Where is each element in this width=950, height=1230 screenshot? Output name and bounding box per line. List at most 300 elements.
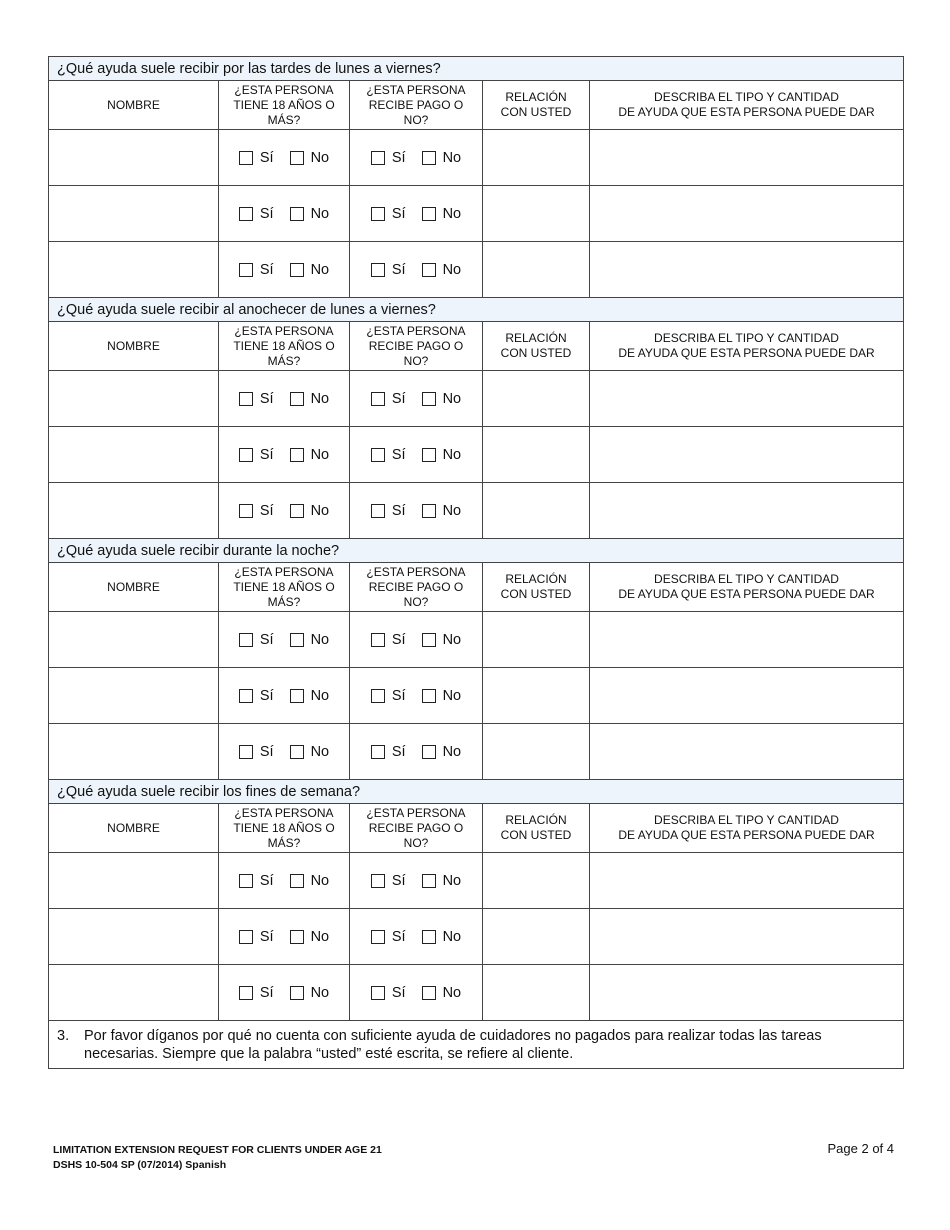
age-cell bbox=[219, 483, 350, 539]
age-yes-checkbox[interactable] bbox=[239, 448, 253, 462]
describe-field[interactable] bbox=[590, 483, 904, 539]
age-no-label: No bbox=[310, 872, 330, 889]
describe-field[interactable] bbox=[590, 724, 904, 780]
header-describe-line: DE AYUDA QUE ESTA PERSONA PUEDE DAR bbox=[618, 828, 875, 842]
age-no-label: No bbox=[310, 984, 330, 1001]
paid-yes-label: Sí bbox=[391, 446, 406, 463]
relation-field[interactable] bbox=[483, 965, 590, 1021]
paid-no-label: No bbox=[442, 984, 462, 1001]
section-question-text: ¿Qué ayuda suele recibir los fines de semana? bbox=[57, 783, 361, 800]
age-yes-option[interactable] bbox=[239, 688, 274, 704]
paid-no-checkbox[interactable] bbox=[422, 745, 436, 759]
age-cell bbox=[219, 668, 350, 724]
paid-yes-option[interactable] bbox=[371, 150, 406, 166]
header-name-label: NOMBRE bbox=[107, 338, 160, 353]
header-paid-line: NO? bbox=[403, 594, 429, 609]
age-choice bbox=[219, 632, 349, 648]
age-no-checkbox[interactable] bbox=[290, 986, 304, 1000]
header-describe bbox=[590, 563, 904, 612]
age-no-label: No bbox=[310, 390, 330, 407]
age-no-checkbox[interactable] bbox=[290, 392, 304, 406]
age-choice bbox=[219, 985, 349, 1001]
paid-yes-checkbox[interactable] bbox=[371, 689, 385, 703]
section-question-row bbox=[49, 298, 904, 322]
header-name bbox=[49, 81, 219, 130]
paid-yes-option[interactable] bbox=[371, 632, 406, 648]
age-no-checkbox[interactable] bbox=[290, 633, 304, 647]
paid-cell bbox=[350, 186, 483, 242]
name-field[interactable] bbox=[49, 483, 219, 539]
paid-yes-checkbox[interactable] bbox=[371, 151, 385, 165]
age-yes-checkbox[interactable] bbox=[239, 986, 253, 1000]
section-question-text: ¿Qué ayuda suele recibir por las tardes de lunes a viernes? bbox=[57, 60, 441, 77]
header-relation-line: RELACIÓN bbox=[505, 90, 567, 104]
question-number: 3. bbox=[57, 1028, 70, 1044]
age-yes-label: Sí bbox=[259, 390, 274, 407]
table-row bbox=[49, 371, 904, 427]
name-field[interactable] bbox=[49, 909, 219, 965]
paid-no-label: No bbox=[442, 743, 462, 760]
age-no-option[interactable] bbox=[290, 150, 330, 166]
paid-yes-checkbox[interactable] bbox=[371, 930, 385, 944]
age-cell bbox=[219, 909, 350, 965]
relation-field[interactable] bbox=[483, 186, 590, 242]
age-yes-option[interactable] bbox=[239, 262, 274, 278]
age-no-label: No bbox=[310, 446, 330, 463]
paid-no-checkbox[interactable] bbox=[422, 504, 436, 518]
paid-yes-label: Sí bbox=[391, 631, 406, 648]
header-age-line: TIENE 18 AÑOS O bbox=[233, 338, 335, 353]
paid-no-checkbox[interactable] bbox=[422, 986, 436, 1000]
header-describe-line: DE AYUDA QUE ESTA PERSONA PUEDE DAR bbox=[618, 346, 875, 360]
describe-field[interactable] bbox=[590, 612, 904, 668]
header-paid-line: ¿ESTA PERSONA bbox=[366, 564, 466, 579]
age-choice bbox=[219, 150, 349, 166]
paid-choice bbox=[350, 744, 482, 760]
paid-no-option[interactable] bbox=[422, 447, 462, 463]
relation-field[interactable] bbox=[483, 130, 590, 186]
age-no-checkbox[interactable] bbox=[290, 745, 304, 759]
paid-choice bbox=[350, 985, 482, 1001]
name-field[interactable] bbox=[49, 427, 219, 483]
paid-cell bbox=[350, 724, 483, 780]
paid-cell bbox=[350, 668, 483, 724]
age-choice bbox=[219, 873, 349, 889]
question-text: Por favor díganos por qué no cuenta con suficiente ayuda de cuidadores no pagados para realizar todas las tareas necesarias. Siempre que la palabra “usted” esté escrita, se refiere al cliente. bbox=[84, 1028, 822, 1062]
age-cell bbox=[219, 242, 350, 298]
paid-no-option[interactable] bbox=[422, 873, 462, 889]
paid-no-checkbox[interactable] bbox=[422, 930, 436, 944]
age-yes-checkbox[interactable] bbox=[239, 745, 253, 759]
paid-choice bbox=[350, 447, 482, 463]
paid-yes-option[interactable] bbox=[371, 985, 406, 1001]
describe-field[interactable] bbox=[590, 371, 904, 427]
header-name-label: NOMBRE bbox=[107, 579, 160, 594]
paid-yes-option[interactable] bbox=[371, 391, 406, 407]
header-paid-line: ¿ESTA PERSONA bbox=[366, 82, 466, 97]
paid-no-label: No bbox=[442, 631, 462, 648]
paid-choice bbox=[350, 929, 482, 945]
caregiver-table bbox=[48, 56, 904, 1069]
describe-field[interactable] bbox=[590, 130, 904, 186]
table-row bbox=[49, 612, 904, 668]
describe-field[interactable] bbox=[590, 242, 904, 298]
header-name bbox=[49, 322, 219, 371]
relation-field[interactable] bbox=[483, 668, 590, 724]
header-paid-line: RECIBE PAGO O bbox=[368, 97, 464, 112]
name-field[interactable] bbox=[49, 965, 219, 1021]
paid-yes-label: Sí bbox=[391, 502, 406, 519]
age-no-label: No bbox=[310, 261, 330, 278]
age-no-option[interactable] bbox=[290, 503, 330, 519]
age-yes-checkbox[interactable] bbox=[239, 874, 253, 888]
paid-yes-option[interactable] bbox=[371, 873, 406, 889]
age-cell bbox=[219, 612, 350, 668]
header-paid-line: RECIBE PAGO O bbox=[368, 579, 464, 594]
age-yes-option[interactable] bbox=[239, 391, 274, 407]
header-paid-line: NO? bbox=[403, 835, 429, 850]
name-field[interactable] bbox=[49, 371, 219, 427]
paid-choice bbox=[350, 632, 482, 648]
paid-no-option[interactable] bbox=[422, 632, 462, 648]
paid-yes-option[interactable] bbox=[371, 929, 406, 945]
paid-no-option[interactable] bbox=[422, 206, 462, 222]
age-choice bbox=[219, 391, 349, 407]
age-yes-checkbox[interactable] bbox=[239, 689, 253, 703]
age-yes-checkbox[interactable] bbox=[239, 151, 253, 165]
age-no-checkbox[interactable] bbox=[290, 448, 304, 462]
header-relation-line: CON USTED bbox=[500, 587, 572, 601]
paid-yes-option[interactable] bbox=[371, 262, 406, 278]
age-yes-label: Sí bbox=[259, 743, 274, 760]
header-age bbox=[219, 563, 350, 612]
age-no-option[interactable] bbox=[290, 929, 330, 945]
relation-field[interactable] bbox=[483, 371, 590, 427]
age-yes-checkbox[interactable] bbox=[239, 930, 253, 944]
age-no-option[interactable] bbox=[290, 447, 330, 463]
age-no-checkbox[interactable] bbox=[290, 207, 304, 221]
header-paid-line: ¿ESTA PERSONA bbox=[366, 805, 466, 820]
header-name bbox=[49, 563, 219, 612]
header-relation-line: CON USTED bbox=[500, 346, 572, 360]
name-field[interactable] bbox=[49, 186, 219, 242]
age-no-checkbox[interactable] bbox=[290, 930, 304, 944]
section-question-text: ¿Qué ayuda suele recibir al anochecer de lunes a viernes? bbox=[57, 301, 436, 318]
name-field[interactable] bbox=[49, 612, 219, 668]
paid-yes-option[interactable] bbox=[371, 206, 406, 222]
age-no-option[interactable] bbox=[290, 206, 330, 222]
header-paid-line: ¿ESTA PERSONA bbox=[366, 323, 466, 338]
age-no-label: No bbox=[310, 205, 330, 222]
relation-field[interactable] bbox=[483, 853, 590, 909]
age-choice bbox=[219, 688, 349, 704]
age-cell bbox=[219, 965, 350, 1021]
paid-yes-label: Sí bbox=[391, 928, 406, 945]
paid-no-checkbox[interactable] bbox=[422, 392, 436, 406]
section-question bbox=[49, 298, 904, 322]
header-describe bbox=[590, 804, 904, 853]
paid-yes-checkbox[interactable] bbox=[371, 263, 385, 277]
header-paid-line: NO? bbox=[403, 112, 429, 127]
name-field[interactable] bbox=[49, 853, 219, 909]
header-describe bbox=[590, 81, 904, 130]
paid-no-label: No bbox=[442, 928, 462, 945]
paid-choice bbox=[350, 391, 482, 407]
age-yes-option[interactable] bbox=[239, 632, 274, 648]
paid-no-label: No bbox=[442, 502, 462, 519]
age-no-option[interactable] bbox=[290, 688, 330, 704]
describe-field[interactable] bbox=[590, 853, 904, 909]
caregiver-form bbox=[48, 56, 903, 1069]
age-yes-option[interactable] bbox=[239, 503, 274, 519]
table-row bbox=[49, 130, 904, 186]
paid-no-option[interactable] bbox=[422, 744, 462, 760]
header-name-label: NOMBRE bbox=[107, 820, 160, 835]
paid-no-option[interactable] bbox=[422, 503, 462, 519]
paid-no-checkbox[interactable] bbox=[422, 689, 436, 703]
paid-yes-option[interactable] bbox=[371, 688, 406, 704]
header-relation-line: RELACIÓN bbox=[505, 331, 567, 345]
table-row bbox=[49, 186, 904, 242]
age-cell bbox=[219, 724, 350, 780]
paid-yes-checkbox[interactable] bbox=[371, 504, 385, 518]
form-number: DSHS 10-504 SP (07/2014) Spanish bbox=[53, 1159, 227, 1171]
header-age-line: TIENE 18 AÑOS O bbox=[233, 820, 335, 835]
section-question bbox=[49, 57, 904, 81]
header-paid-line: NO? bbox=[403, 353, 429, 368]
header-describe-line: DESCRIBA EL TIPO Y CANTIDAD bbox=[654, 331, 839, 345]
paid-cell bbox=[350, 130, 483, 186]
describe-field[interactable] bbox=[590, 668, 904, 724]
header-relation bbox=[483, 563, 590, 612]
page-number: Page 2 of 4 bbox=[827, 1141, 894, 1156]
table-row bbox=[49, 427, 904, 483]
relation-field[interactable] bbox=[483, 483, 590, 539]
age-yes-label: Sí bbox=[259, 984, 274, 1001]
paid-no-option[interactable] bbox=[422, 688, 462, 704]
paid-no-option[interactable] bbox=[422, 985, 462, 1001]
header-age-line: ¿ESTA PERSONA bbox=[234, 82, 334, 97]
describe-field[interactable] bbox=[590, 427, 904, 483]
age-yes-option[interactable] bbox=[239, 447, 274, 463]
header-age bbox=[219, 322, 350, 371]
age-yes-checkbox[interactable] bbox=[239, 633, 253, 647]
age-no-checkbox[interactable] bbox=[290, 263, 304, 277]
header-describe-line: DESCRIBA EL TIPO Y CANTIDAD bbox=[654, 572, 839, 586]
age-yes-option[interactable] bbox=[239, 206, 274, 222]
paid-no-option[interactable] bbox=[422, 391, 462, 407]
paid-no-label: No bbox=[442, 205, 462, 222]
age-no-option[interactable] bbox=[290, 262, 330, 278]
age-no-label: No bbox=[310, 687, 330, 704]
name-field[interactable] bbox=[49, 724, 219, 780]
age-no-checkbox[interactable] bbox=[290, 504, 304, 518]
header-relation-line: CON USTED bbox=[500, 105, 572, 119]
paid-no-option[interactable] bbox=[422, 929, 462, 945]
age-no-option[interactable] bbox=[290, 391, 330, 407]
age-no-label: No bbox=[310, 502, 330, 519]
table-row bbox=[49, 668, 904, 724]
age-no-option[interactable] bbox=[290, 873, 330, 889]
age-yes-label: Sí bbox=[259, 687, 274, 704]
header-relation-line: RELACIÓN bbox=[505, 572, 567, 586]
header-paid bbox=[350, 563, 483, 612]
age-no-option[interactable] bbox=[290, 632, 330, 648]
section-question-row bbox=[49, 780, 904, 804]
age-no-option[interactable] bbox=[290, 744, 330, 760]
paid-cell bbox=[350, 483, 483, 539]
header-name-label: NOMBRE bbox=[107, 97, 160, 112]
header-describe-line: DESCRIBA EL TIPO Y CANTIDAD bbox=[654, 90, 839, 104]
age-no-label: No bbox=[310, 743, 330, 760]
paid-no-label: No bbox=[442, 872, 462, 889]
name-field[interactable] bbox=[49, 668, 219, 724]
section-question-row bbox=[49, 539, 904, 563]
table-row bbox=[49, 853, 904, 909]
paid-no-label: No bbox=[442, 261, 462, 278]
age-choice bbox=[219, 744, 349, 760]
age-no-checkbox[interactable] bbox=[290, 874, 304, 888]
relation-field[interactable] bbox=[483, 724, 590, 780]
age-yes-option[interactable] bbox=[239, 929, 274, 945]
table-row bbox=[49, 965, 904, 1021]
age-yes-label: Sí bbox=[259, 631, 274, 648]
paid-no-label: No bbox=[442, 687, 462, 704]
paid-no-checkbox[interactable] bbox=[422, 263, 436, 277]
age-yes-checkbox[interactable] bbox=[239, 392, 253, 406]
paid-no-label: No bbox=[442, 390, 462, 407]
paid-choice bbox=[350, 262, 482, 278]
header-age-line: MÁS? bbox=[267, 112, 301, 127]
paid-no-label: No bbox=[442, 149, 462, 166]
paid-no-checkbox[interactable] bbox=[422, 448, 436, 462]
age-yes-option[interactable] bbox=[239, 985, 274, 1001]
age-no-option[interactable] bbox=[290, 985, 330, 1001]
age-yes-checkbox[interactable] bbox=[239, 504, 253, 518]
age-yes-option[interactable] bbox=[239, 744, 274, 760]
age-yes-label: Sí bbox=[259, 261, 274, 278]
paid-cell bbox=[350, 965, 483, 1021]
paid-yes-checkbox[interactable] bbox=[371, 633, 385, 647]
header-relation bbox=[483, 804, 590, 853]
header-describe bbox=[590, 322, 904, 371]
relation-field[interactable] bbox=[483, 242, 590, 298]
paid-choice bbox=[350, 688, 482, 704]
paid-yes-label: Sí bbox=[391, 743, 406, 760]
describe-field[interactable] bbox=[590, 965, 904, 1021]
age-cell bbox=[219, 130, 350, 186]
paid-no-checkbox[interactable] bbox=[422, 874, 436, 888]
age-no-checkbox[interactable] bbox=[290, 689, 304, 703]
age-no-checkbox[interactable] bbox=[290, 151, 304, 165]
header-describe-line: DE AYUDA QUE ESTA PERSONA PUEDE DAR bbox=[618, 105, 875, 119]
age-yes-label: Sí bbox=[259, 149, 274, 166]
paid-choice bbox=[350, 150, 482, 166]
age-cell bbox=[219, 853, 350, 909]
header-age-line: TIENE 18 AÑOS O bbox=[233, 97, 335, 112]
age-choice bbox=[219, 929, 349, 945]
paid-no-option[interactable] bbox=[422, 262, 462, 278]
age-yes-checkbox[interactable] bbox=[239, 207, 253, 221]
name-field[interactable] bbox=[49, 130, 219, 186]
paid-cell bbox=[350, 427, 483, 483]
paid-no-checkbox[interactable] bbox=[422, 151, 436, 165]
paid-yes-checkbox[interactable] bbox=[371, 392, 385, 406]
relation-field[interactable] bbox=[483, 612, 590, 668]
header-relation bbox=[483, 81, 590, 130]
age-yes-option[interactable] bbox=[239, 150, 274, 166]
header-row bbox=[49, 563, 904, 612]
describe-field[interactable] bbox=[590, 186, 904, 242]
age-yes-label: Sí bbox=[259, 502, 274, 519]
paid-yes-checkbox[interactable] bbox=[371, 874, 385, 888]
paid-yes-checkbox[interactable] bbox=[371, 986, 385, 1000]
header-row bbox=[49, 804, 904, 853]
header-row bbox=[49, 81, 904, 130]
header-relation-line: CON USTED bbox=[500, 828, 572, 842]
age-cell bbox=[219, 371, 350, 427]
header-relation bbox=[483, 322, 590, 371]
form-title: LIMITATION EXTENSION REQUEST FOR CLIENTS UNDER AGE 21 bbox=[53, 1144, 382, 1156]
age-yes-checkbox[interactable] bbox=[239, 263, 253, 277]
question-3 bbox=[49, 1021, 904, 1069]
paid-yes-label: Sí bbox=[391, 687, 406, 704]
paid-yes-label: Sí bbox=[391, 149, 406, 166]
header-age-line: MÁS? bbox=[267, 835, 301, 850]
header-age bbox=[219, 81, 350, 130]
relation-field[interactable] bbox=[483, 909, 590, 965]
section-question-row bbox=[49, 57, 904, 81]
paid-yes-option[interactable] bbox=[371, 503, 406, 519]
paid-yes-option[interactable] bbox=[371, 447, 406, 463]
paid-cell bbox=[350, 371, 483, 427]
table-row bbox=[49, 483, 904, 539]
section-question bbox=[49, 539, 904, 563]
header-age-line: ¿ESTA PERSONA bbox=[234, 323, 334, 338]
describe-field[interactable] bbox=[590, 909, 904, 965]
age-no-label: No bbox=[310, 928, 330, 945]
paid-yes-option[interactable] bbox=[371, 744, 406, 760]
header-name bbox=[49, 804, 219, 853]
header-describe-line: DESCRIBA EL TIPO Y CANTIDAD bbox=[654, 813, 839, 827]
paid-yes-checkbox[interactable] bbox=[371, 745, 385, 759]
paid-yes-label: Sí bbox=[391, 872, 406, 889]
header-row bbox=[49, 322, 904, 371]
paid-cell bbox=[350, 909, 483, 965]
relation-field[interactable] bbox=[483, 427, 590, 483]
name-field[interactable] bbox=[49, 242, 219, 298]
age-no-label: No bbox=[310, 631, 330, 648]
header-age-line: MÁS? bbox=[267, 594, 301, 609]
paid-yes-label: Sí bbox=[391, 205, 406, 222]
age-no-label: No bbox=[310, 149, 330, 166]
age-cell bbox=[219, 427, 350, 483]
header-age-line: ¿ESTA PERSONA bbox=[234, 805, 334, 820]
table-row bbox=[49, 242, 904, 298]
paid-cell bbox=[350, 612, 483, 668]
paid-no-checkbox[interactable] bbox=[422, 207, 436, 221]
age-yes-option[interactable] bbox=[239, 873, 274, 889]
paid-yes-checkbox[interactable] bbox=[371, 448, 385, 462]
age-yes-label: Sí bbox=[259, 928, 274, 945]
paid-no-checkbox[interactable] bbox=[422, 633, 436, 647]
paid-no-option[interactable] bbox=[422, 150, 462, 166]
paid-yes-checkbox[interactable] bbox=[371, 207, 385, 221]
header-age-line: TIENE 18 AÑOS O bbox=[233, 579, 335, 594]
age-yes-label: Sí bbox=[259, 446, 274, 463]
table-row bbox=[49, 724, 904, 780]
paid-cell bbox=[350, 853, 483, 909]
